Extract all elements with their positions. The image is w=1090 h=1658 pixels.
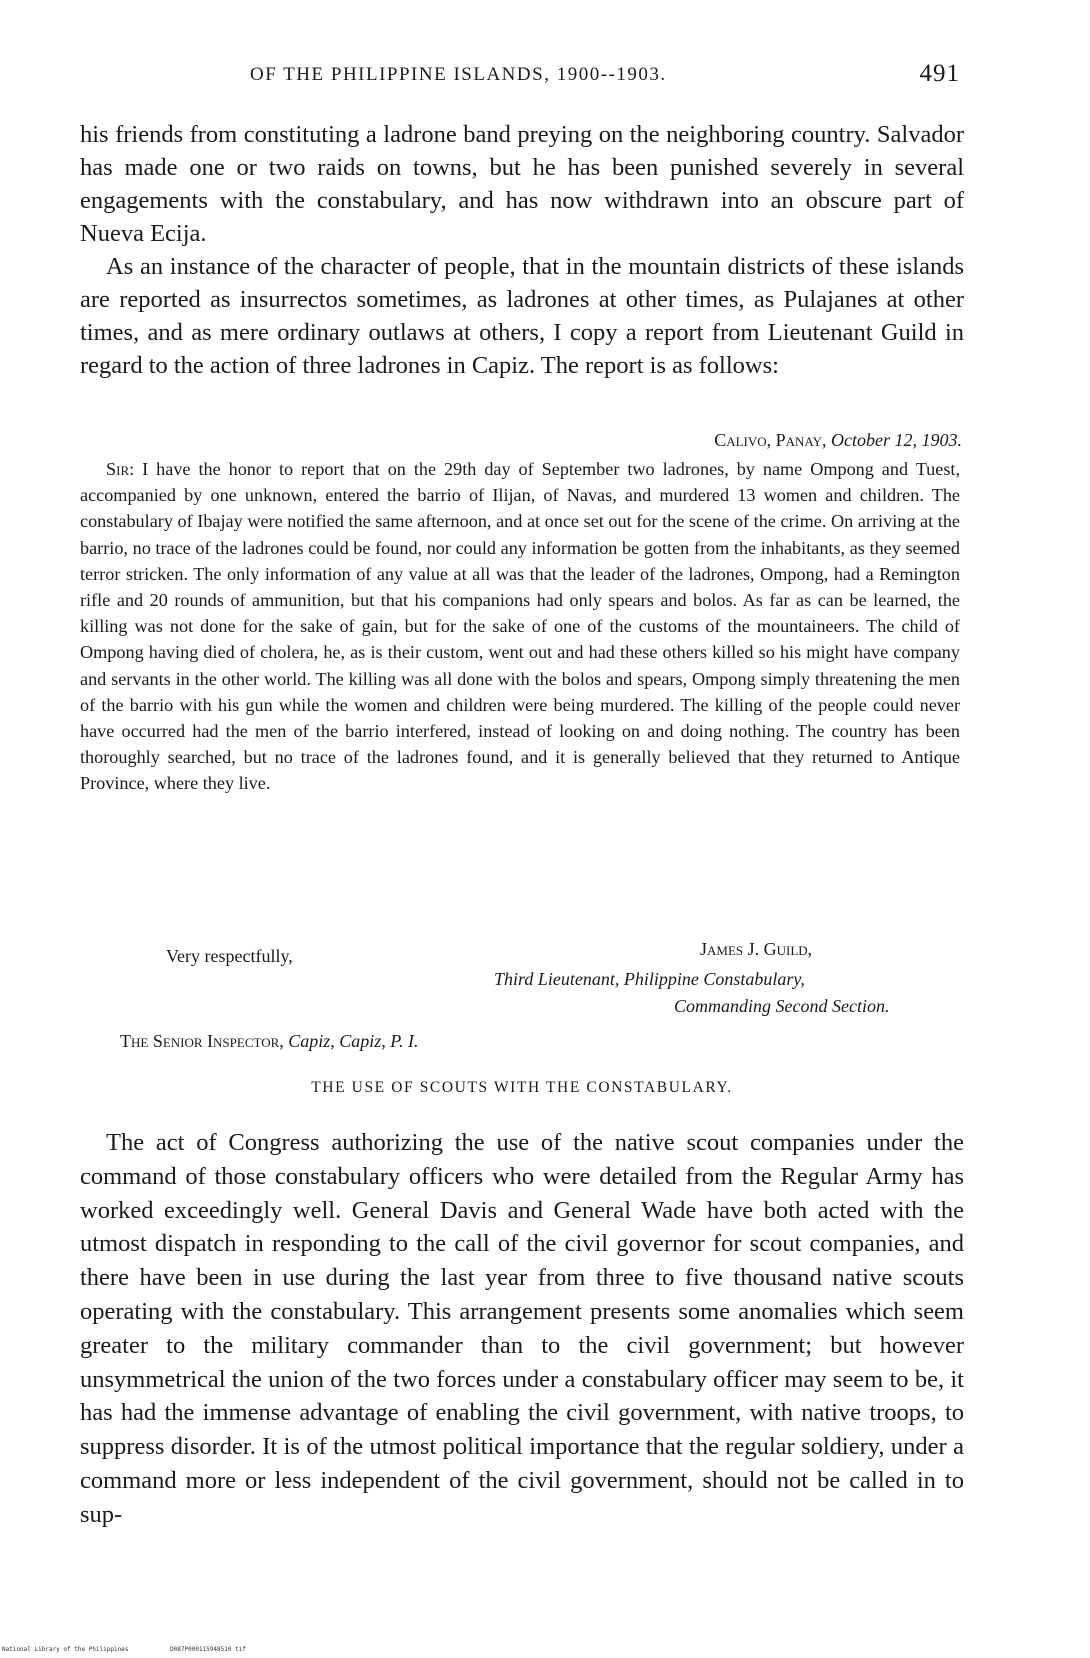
running-head-title: OF THE PHILIPPINE ISLANDS, 1900--1903. [250, 64, 667, 85]
paragraph-scouts: The act of Congress authorizing the use of the native scout companies under the command of those constabulary officers who were detailed from the Regular Army has worked exceedingly well. General Davis and General Wade have both acted with the utmost dispatch in responding to the call of the civil governor for scout companies, and there have been in use during the last year from three to five thousand native scouts operating with the constabulary. This arrangement presents some anomalies which seem greater to the military commander than to the civil government; but however unsymmetrical the union of the two forces under a constabulary officer may seem to be, it has had the immense advantage of enabling the civil government, with native troops, to suppress disorder. It is of the utmost political importance that the regular soldiery, under a command more or less independent of the civil government, should not be called in to sup- [80, 1129, 964, 1528]
page-number: 491 [919, 60, 960, 87]
scan-footer [2, 1646, 284, 1653]
footer-library: National Library of the Philippines [2, 1646, 129, 1653]
addressee-place: Capiz, Capiz, P. I. [288, 1031, 419, 1051]
letter-closing: Very respectfully, [166, 946, 293, 966]
letter-body-text: I have the honor to report that on the 29th day of September two ladrones, by name Ompong and Tuest, accompanied by one unknown, entered the barrio of Ilijan, of Navas, and murdered 13 women and children. The constabulary of Ibajay were notified the same afternoon, and at once set out for the scene of the crime. On arriving at the barrio, no trace of the ladrones could be found, nor could any information be gotten from the inhabitants, as they seemed terror stricken. The only information of any value at all was that the leader of the ladrones, Ompong, had a Remington rifle and 20 rounds of ammunition, but that his companions had only spears and bolos. As far as can be learned, the killing was not done for the sake of gain, but for the sake of one of the customs of the mountaineers. The child of Ompong having died of cholera, he, as is their custom, went out and had these others killed so his might have company and servants in the other world. The killing was all done with the bolos and spears, Ompong simply threatening the men of the barrio with his gun while the women and children were being murdered. The killing of the people could never have occurred had the men of the barrio interfered, instead of looking on and doing nothing. The country has been thoroughly searched, but no trace of the ladrones found, and it is generally believed that they returned to Antique Province, where they live. [80, 459, 961, 794]
letter-addressee [120, 1031, 418, 1052]
letter-salutation: Sir: [106, 459, 135, 479]
signature-name: James J. Guild, [700, 939, 813, 959]
section-heading: THE USE OF SCOUTS WITH THE CONSTABULARY. [311, 1079, 733, 1096]
signature-command: Commanding Second Section. [674, 996, 890, 1016]
signature-rank: Third Lieutenant, Philippine Constabulary, [494, 969, 805, 989]
footer-file-id: D087P000115948510 tif [170, 1646, 246, 1653]
addressee-title: The Senior Inspector, [120, 1031, 284, 1051]
dateline-place: Calivo, Panay, [714, 430, 827, 450]
dateline-date: October 12, 1903. [831, 430, 962, 450]
letter-dateline [714, 430, 962, 451]
letter-body [80, 456, 960, 797]
paragraph-salvador: his friends from constituting a ladrone band preying on the neighboring country. Salvador has made one or two raids on towns, but he has been punished severely in several engagements with the constabulary, and has now withdrawn into an obscure part of Nueva Ecija. [80, 121, 964, 247]
paragraph-instance: As an instance of the character of people, that in the mountain districts of these islands are reported as insurrectos sometimes, as ladrones at other times, as Pulajanes at other times, and as mere ordinary outlaws at others, I copy a report from Lieutenant Guild in regard to the action of three ladrones in Capiz. The report is as follows: [80, 253, 964, 379]
